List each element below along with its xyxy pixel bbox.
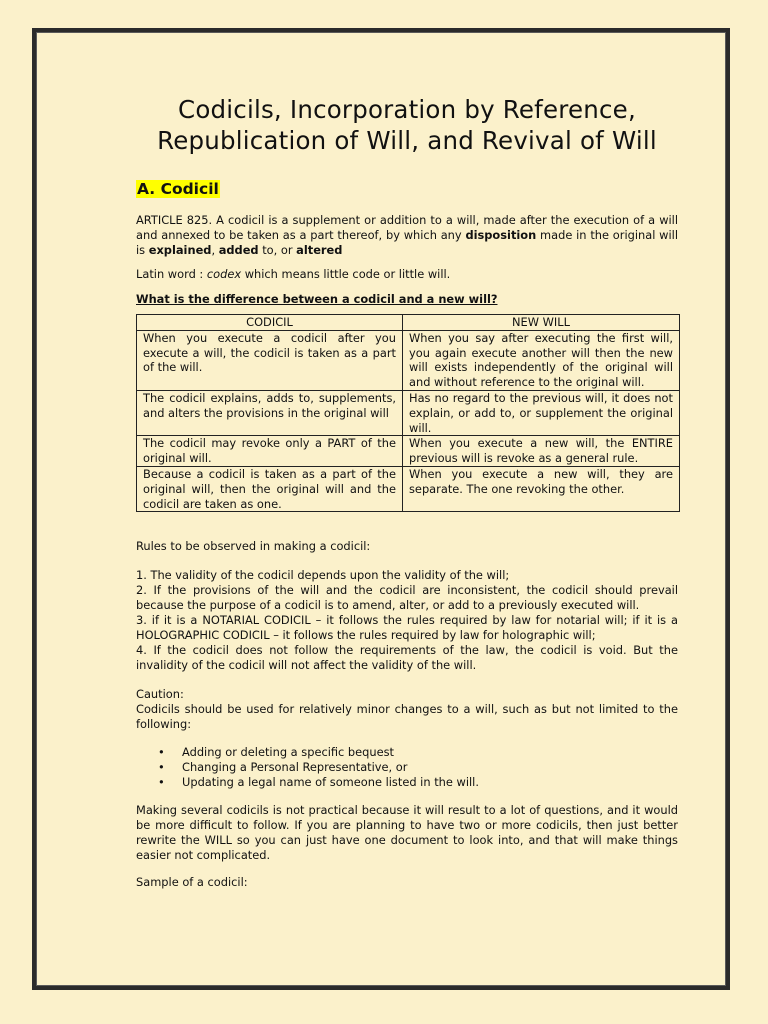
document-title: Codicils, Incorporation by Reference, Republication of Will, and Revival of Will xyxy=(157,95,657,155)
section-heading-label: A. Codicil xyxy=(137,180,219,198)
rule-item: 2. If the provisions of the will and the codicil are inconsistent, the codicil should prevail because the purpose of a codicil is to amend, alter, or add to a previously executed will. xyxy=(136,583,678,613)
bullet-list xyxy=(136,745,678,790)
document-body xyxy=(136,94,678,890)
article-text: ARTICLE 825. A codicil is a supplement or addition to a will, made after the execution of a will and annexed to be taken as a part thereof, by which any xyxy=(136,213,678,242)
rule-item: 3. if it is a NOTARIAL CODICIL – it follows the rules required by law for notarial will; if it is a HOLOGRAPHIC CODICIL – it follows the rules required by law for holographic will; xyxy=(136,613,678,643)
table-row xyxy=(137,466,680,511)
table-header-new-will: NEW WILL xyxy=(403,315,680,331)
article-bold-added: added xyxy=(218,243,259,257)
article-bold-disposition: disposition xyxy=(465,228,537,242)
article-text: to, or xyxy=(258,243,297,257)
table-cell: The codicil explains, adds to, supplements, and alters the provisions in the original will xyxy=(137,390,403,435)
table-cell: When you execute a codicil after you execute a will, the codicil is taken as a part of the will. xyxy=(137,330,403,390)
article-text: made in the original will is xyxy=(136,228,678,257)
article-text: , xyxy=(211,243,219,257)
rules-list xyxy=(136,568,678,673)
comparison-table xyxy=(136,314,680,512)
bullet-icon: • xyxy=(158,745,165,760)
latin-word-paragraph xyxy=(136,267,678,282)
list-item-text: Changing a Personal Representative, or xyxy=(182,760,408,775)
list-item xyxy=(136,745,678,760)
table-cell: When you execute a new will, the ENTIRE previous will is revoke as a general rule. xyxy=(403,436,680,467)
caution-text: Codicils should be used for relatively minor changes to a will, such as but not limited to the following: xyxy=(136,702,678,732)
latin-text: which means little code or little will. xyxy=(241,267,451,281)
sample-codicil-label: Sample of a codicil: xyxy=(136,875,248,890)
rule-item: 1. The validity of the codicil depends upon the validity of the will; xyxy=(136,568,510,583)
article-bold-altered: altered xyxy=(296,243,343,257)
list-item xyxy=(136,775,678,790)
table-header-row xyxy=(137,315,680,331)
table-header-codicil: CODICIL xyxy=(137,315,403,331)
table-row xyxy=(137,330,680,390)
latin-word: codex xyxy=(206,267,242,281)
article-bold-explained: explained xyxy=(148,243,212,257)
table-cell: When you execute a new will, they are separate. The one revoking the other. xyxy=(403,466,680,511)
article-825-paragraph xyxy=(136,213,678,258)
comparison-question: What is the difference between a codicil and a new will? xyxy=(136,292,498,306)
caution-label: Caution: xyxy=(136,687,184,702)
table-cell: Has no regard to the previous will, it does not explain, or add to, or supplement the original will. xyxy=(403,390,680,435)
table-row xyxy=(137,390,680,435)
section-heading-codicil xyxy=(136,179,678,199)
bullet-icon: • xyxy=(158,760,165,775)
table-cell: Because a codicil is taken as a part of the original will, then the original will and the codicil are taken as one. xyxy=(137,466,403,511)
bullet-icon: • xyxy=(158,775,165,790)
table-cell: When you say after executing the first will, you again execute another will then the new will exists independently of the original will and without reference to the original will. xyxy=(403,330,680,390)
several-codicils-paragraph: Making several codicils is not practical because it will result to a lot of questions, and it would be more difficult to follow. If you are planning to have two or more codicils, then just better rewrite the WILL so you can just have one document to look into, and that will make things easier not complicated. xyxy=(136,803,678,863)
caution-block xyxy=(136,687,678,732)
list-item xyxy=(136,760,678,775)
latin-text: Latin word : xyxy=(136,267,207,281)
list-item-text: Updating a legal name of someone listed in the will. xyxy=(182,775,479,790)
rule-item: 4. If the codicil does not follow the requirements of the law, the codicil is void. But the invalidity of the codicil will not affect the validity of the will. xyxy=(136,643,678,673)
list-item-text: Adding or deleting a specific bequest xyxy=(182,745,395,760)
table-row xyxy=(137,436,680,467)
table-cell: The codicil may revoke only a PART of the original will. xyxy=(137,436,403,467)
rules-title: Rules to be observed in making a codicil: xyxy=(136,539,371,554)
